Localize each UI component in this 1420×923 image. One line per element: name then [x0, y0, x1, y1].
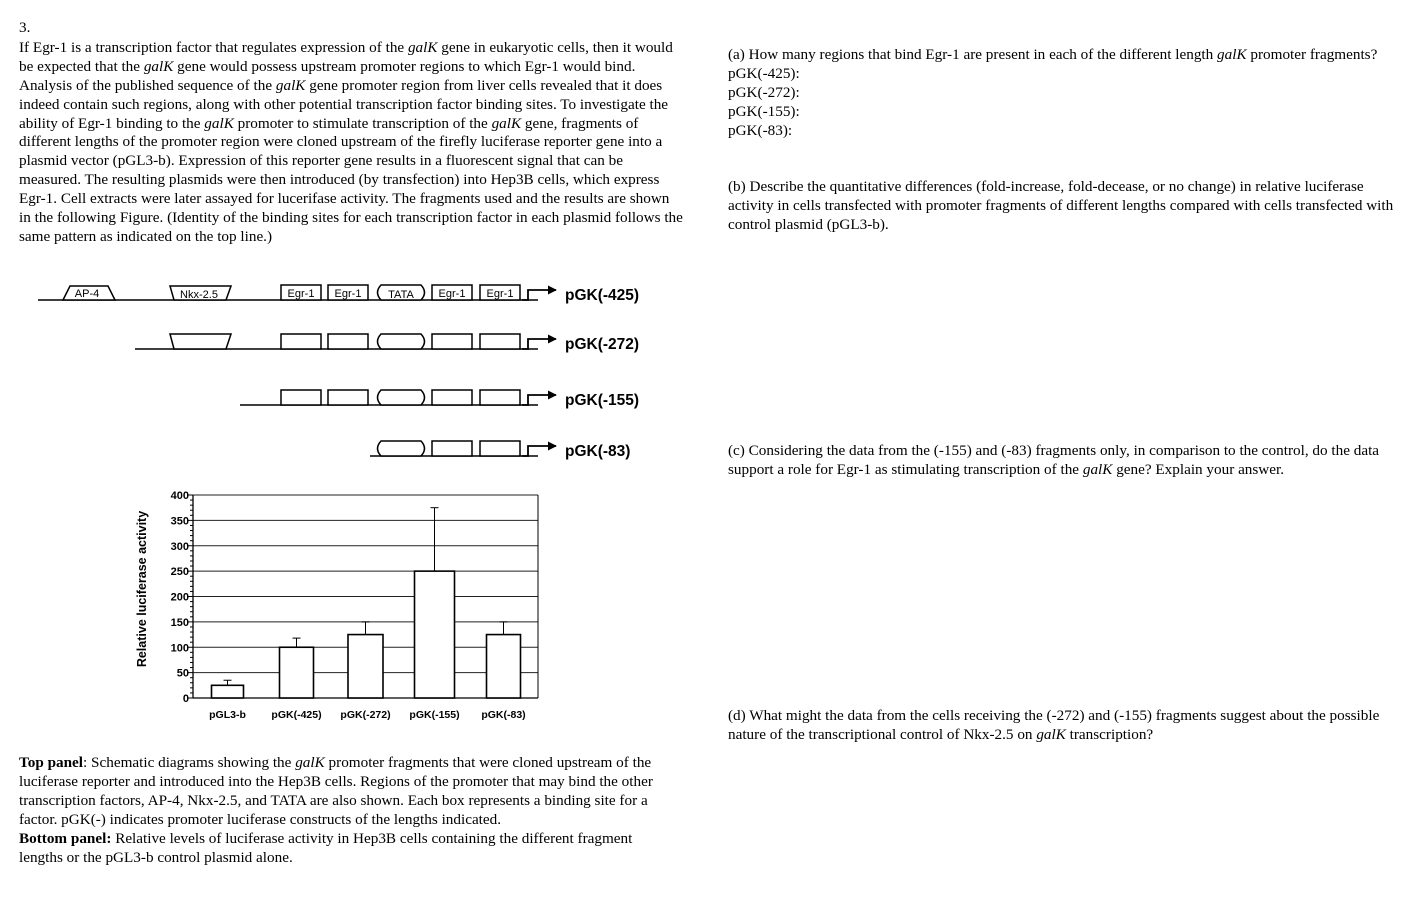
ap4-site	[63, 286, 115, 300]
egr1-site-3	[432, 285, 472, 300]
intro-gene-name: galK	[407, 38, 438, 56]
egr1-site	[432, 334, 472, 349]
question-b-text: (b) Describe the quantitative differences (fold-increase, fold-decease, or no change) in relative luciferase activity in cells transfected with promoter fragments of different lengths compared with cells transfected with control plasmid (pGL3-b).	[728, 178, 1394, 233]
question-d-text: transcription?	[1065, 725, 1154, 743]
figure-caption	[19, 754, 679, 867]
construct-row-155	[240, 390, 639, 409]
intro-text: gene promoter region from liver cells revealed that it does indeed contain such regions, along with other potential transcription factor binding sites. To investigate the ability of Egr-1 binding to the	[19, 76, 669, 132]
construct-label-272: pGK(-272)	[565, 336, 640, 353]
caption-text: : Schematic diagrams showing the	[83, 754, 296, 771]
y-tick-label: 300	[170, 540, 189, 553]
x-axis-labels	[209, 709, 526, 721]
egr1-label: Egr-1	[287, 288, 315, 300]
egr1-site-4	[480, 285, 520, 300]
nkx-site	[170, 286, 231, 301]
intro-text: promoter to stimulate transcription of the	[233, 114, 492, 132]
bar	[487, 635, 521, 698]
y-tick-label: 50	[176, 667, 189, 680]
question-number: 3.	[19, 19, 31, 36]
y-tick-label: 200	[170, 591, 189, 604]
egr1-site-1	[281, 285, 321, 300]
construct-label-155: pGK(-155)	[565, 392, 640, 409]
intro-paragraph	[19, 39, 684, 247]
construct-label-83: pGK(-83)	[565, 443, 631, 460]
y-tick-label: 0	[182, 693, 189, 705]
bar	[212, 685, 244, 698]
egr1-site	[281, 390, 321, 405]
construct-row-272	[135, 334, 639, 353]
y-tick-label: 100	[170, 642, 189, 655]
question-d-text: (d) What might the data from the cells receiving the (-272) and (-155) fragments suggest about the possible nature of the transcriptional control of Nkx-2.5 on	[728, 707, 1380, 743]
egr1-site	[480, 390, 520, 405]
y-tick-label: 350	[170, 515, 189, 528]
intro-gene-name: galK	[491, 114, 522, 132]
nkx-site	[170, 334, 231, 349]
egr1-site	[328, 390, 368, 405]
egr1-site	[480, 441, 520, 456]
egr1-label: Egr-1	[334, 288, 362, 300]
question-c-gene-name: galK	[1082, 460, 1113, 478]
bar	[415, 571, 455, 698]
question-c	[728, 442, 1403, 480]
caption-bottom-label: Bottom panel:	[19, 829, 112, 847]
question-c-text: (c) Considering the data from the (-155) and (-83) fragments only, in comparison to the control, do the data support a role for Egr-1 as stimulating transcription of the	[728, 442, 1380, 478]
answer-line-83: pGK(-83):	[728, 121, 793, 139]
tata-site	[378, 441, 425, 456]
transcription-start-arrow	[522, 290, 556, 300]
intro-gene-name: galK	[204, 114, 234, 132]
answer-line-155: pGK(-155):	[728, 102, 800, 120]
intro-gene-name: galK	[275, 76, 306, 94]
tata-site	[378, 334, 425, 349]
intro-text: If Egr-1 is a transcription factor that regulates expression of the	[19, 38, 408, 56]
intro-text: gene in eukaryotic cells, then it would be expected that the	[19, 38, 673, 75]
question-a	[728, 46, 1403, 141]
y-tick-label: 400	[170, 490, 189, 502]
transcription-start-arrow	[522, 395, 556, 405]
y-axis-label: Relative luciferase activity	[135, 510, 149, 668]
egr1-site-2	[328, 285, 368, 300]
problem-intro-block	[19, 19, 684, 247]
question-a-text: promoter fragments?	[1246, 46, 1378, 63]
egr1-label: Egr-1	[486, 288, 514, 300]
chart-bars	[212, 508, 521, 698]
luciferase-bar-chart	[135, 490, 538, 721]
answer-line-272: pGK(-272):	[728, 83, 800, 101]
caption-text: promoter fragments that were cloned upstream of the luciferase reporter and introduced into the Hep3B cells. Regions of the promoter that may bind the other transcription factors, AP-4, Nkx-2.5, and TATA are also shown. Each box represents a binding site for a factor. pGK(-) indicates promoter luciferase constructs of the lengths indicated.	[19, 754, 653, 828]
x-tick-label: pGK(-272)	[340, 709, 391, 721]
caption-gene-name: galK	[295, 754, 325, 771]
construct-row-425	[38, 285, 639, 304]
question-c-text: gene? Explain your answer.	[1112, 460, 1285, 478]
egr1-site	[281, 334, 321, 349]
transcription-start-arrow	[522, 339, 556, 349]
question-b	[728, 178, 1403, 235]
y-tick-label: 250	[170, 566, 189, 579]
egr1-site	[432, 390, 472, 405]
question-d-gene-name: galK	[1036, 725, 1066, 743]
ap4-label: AP-4	[74, 288, 100, 300]
x-tick-label: pGL3-b	[209, 709, 246, 721]
intro-text: gene, fragments of different lengths of the promoter region were cloned upstream of the firefly luciferase reporter gene into a plasmid vector (pGL3-b). Expression of this reporter gene results in a fluorescent signal that can be measured. The resulting plasmids were then introduced (by transfection) into Hep3B cells, which express Egr-1. Cell extracts were later assayed for lucerifase activity. The fragments used and the results are shown in the following Figure. (Identity of the binding sites for each transcription factor in each plasmid follows the same pattern as indicated on the top line.)	[19, 114, 683, 245]
bar	[280, 647, 314, 698]
egr1-site	[432, 441, 472, 456]
tata-site	[378, 285, 425, 301]
tata-label: TATA	[388, 289, 414, 301]
x-tick-label: pGK(-83)	[481, 709, 526, 721]
construct-row-83	[370, 441, 630, 460]
promoter-figure	[0, 270, 700, 740]
bar	[348, 635, 383, 698]
caption-text: Relative levels of luciferase activity in Hep3B cells containing the different fragment lengths or the pGL3-b control plasmid alone.	[19, 829, 633, 866]
nkx-label: Nkx-2.5	[180, 289, 218, 301]
x-tick-label: pGK(-155)	[409, 709, 460, 721]
question-a-gene-name: galK	[1217, 46, 1247, 63]
intro-text: gene would possess upstream promoter regions to which Egr-1 would bind. Analysis of the published sequence of the	[19, 57, 636, 94]
caption-top-label: Top panel	[19, 754, 84, 771]
question-d	[728, 707, 1403, 745]
transcription-start-arrow	[522, 446, 556, 456]
tata-site	[378, 390, 425, 405]
question-a-text: (a) How many regions that bind Egr-1 are present in each of the different length	[728, 46, 1218, 63]
construct-label-425: pGK(-425)	[565, 287, 640, 304]
egr1-site	[328, 334, 368, 349]
egr1-site	[480, 334, 520, 349]
answer-line-425: pGK(-425):	[728, 64, 800, 82]
y-tick-label: 150	[170, 616, 189, 629]
intro-gene-name: galK	[143, 57, 174, 75]
egr1-label: Egr-1	[438, 288, 466, 300]
x-tick-label: pGK(-425)	[271, 709, 322, 721]
